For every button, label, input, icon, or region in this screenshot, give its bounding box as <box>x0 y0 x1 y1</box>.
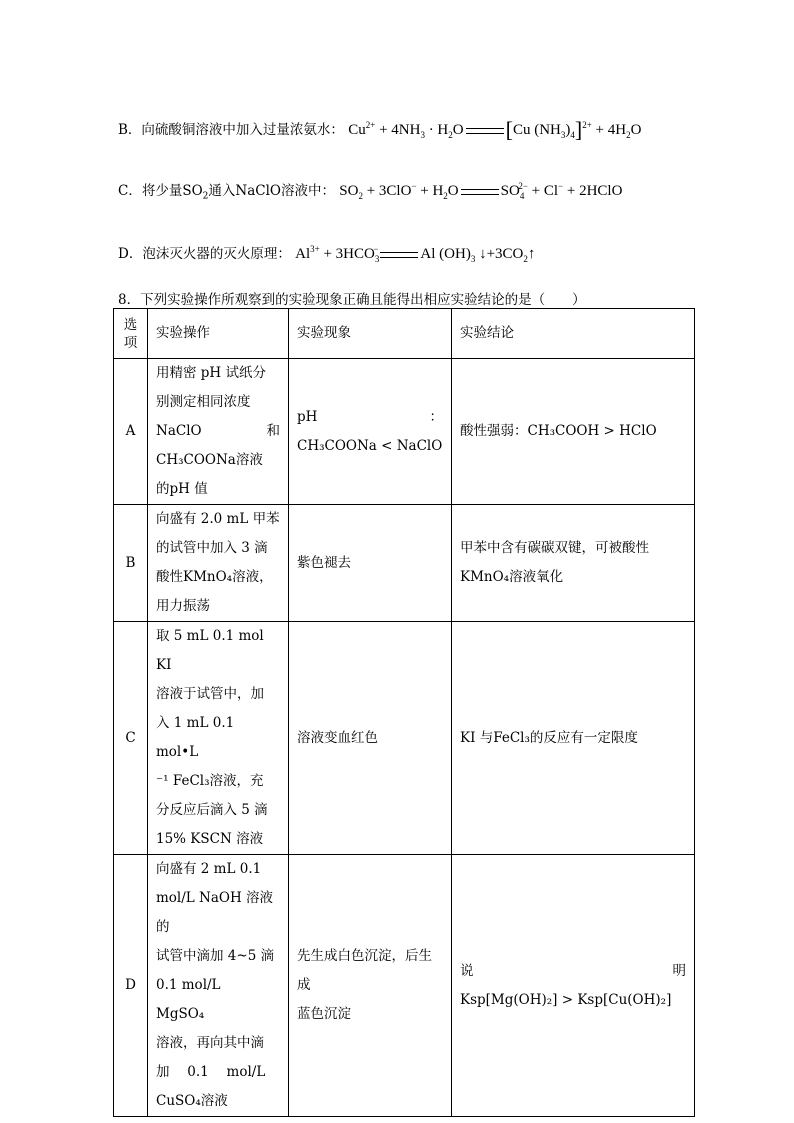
option-b <box>118 117 641 143</box>
table-row <box>114 359 695 505</box>
option-d <box>118 242 535 264</box>
row-conclusion: 甲苯中含有碳碳双键，可被酸性KMnO₄溶液氧化 <box>452 505 695 622</box>
experiment-table <box>113 308 695 1117</box>
row-option: D <box>114 855 148 1117</box>
header-phenomenon: 实验现象 <box>289 309 452 359</box>
option-b-equation: $Cu^{2+} + 4NH_3 \cdot H_2O$ [Cu $(NH_3)_4]^{2+} + 4H_2O$ <box>348 117 642 142</box>
table-row <box>114 505 695 622</box>
equals-sign-icon <box>466 128 504 134</box>
header-conclusion: 实验结论 <box>452 309 695 359</box>
question-8: 8．下列实验操作所观察到的实验现象正确且能得出相应实验结论的是（ ） <box>118 292 586 308</box>
option-b-text: B．向硫酸铜溶液中加入过量浓氨水： <box>118 122 344 138</box>
row-operation: 取 5 mL 0.1 mol KI 溶液于试管中，加 入 1 mL 0.1 mol•L ⁻¹ FeCl₃溶液，充 分反应后滴入 5 滴 15% KSCN 溶液 <box>148 622 289 855</box>
option-c: C．将少量$SO_2$通入NaClO溶液中： $SO_2 + 3ClO^- + H_2O$ $SO_4^{2-} + Cl^-$ + 2HClO <box>118 181 623 202</box>
row-operation: 向盛有 2.0 mL 甲苯 的试管中加入 3 滴 酸性KMnO₄溶液， 用力振荡 <box>148 505 289 622</box>
table-row <box>114 622 695 855</box>
option-d-text: D．泡沫灭火器的灭火原理： <box>118 246 291 262</box>
row-phenomenon: pH ： CH₃COONa < NaClO <box>289 359 452 505</box>
row-phenomenon: 紫色褪去 <box>289 505 452 622</box>
option-d-equation: $Al^{3+} + 3HCO_3^-$ Al $(OH)_3$ $↓+3CO_2↑$ <box>295 244 536 264</box>
table-row <box>114 855 695 1117</box>
row-conclusion: KI 与FeCl₃的反应有一定限度 <box>452 622 695 855</box>
equals-sign-icon <box>380 252 418 258</box>
row-option: C <box>114 622 148 855</box>
row-conclusion: 说 明 Ksp[Mg(OH)₂] > Ksp[Cu(OH)₂] <box>452 855 695 1117</box>
row-operation: 用精密 pH 试纸分 别测定相同浓度 NaClO 和 CH₃COONa溶液 的pH 值 <box>148 359 289 505</box>
row-conclusion: 酸性强弱：CH₃COOH > HClO <box>452 359 695 505</box>
equals-sign-icon <box>461 189 499 195</box>
row-option: A <box>114 359 148 505</box>
header-option: 选项 <box>114 309 148 359</box>
row-operation: 向盛有 2 mL 0.1 mol/L NaOH 溶液的 试管中滴加 4~5 滴 0.1 mol/L MgSO₄ 溶液，再向其中滴 加 0.1 mol/L CuSO₄溶液 <box>148 855 289 1117</box>
option-c-text: C．将少量SO <box>118 183 203 199</box>
row-phenomenon: 先生成白色沉淀，后生成 蓝色沉淀 <box>289 855 452 1117</box>
header-operation: 实验操作 <box>148 309 289 359</box>
table-header-row <box>114 309 695 359</box>
row-option: B <box>114 505 148 622</box>
option-c-equation: $SO_2 + 3ClO^- + H_2O$ $SO_4^{2-} + Cl^-$ + 2HClO <box>339 181 623 201</box>
row-phenomenon: 溶液变血红色 <box>289 622 452 855</box>
